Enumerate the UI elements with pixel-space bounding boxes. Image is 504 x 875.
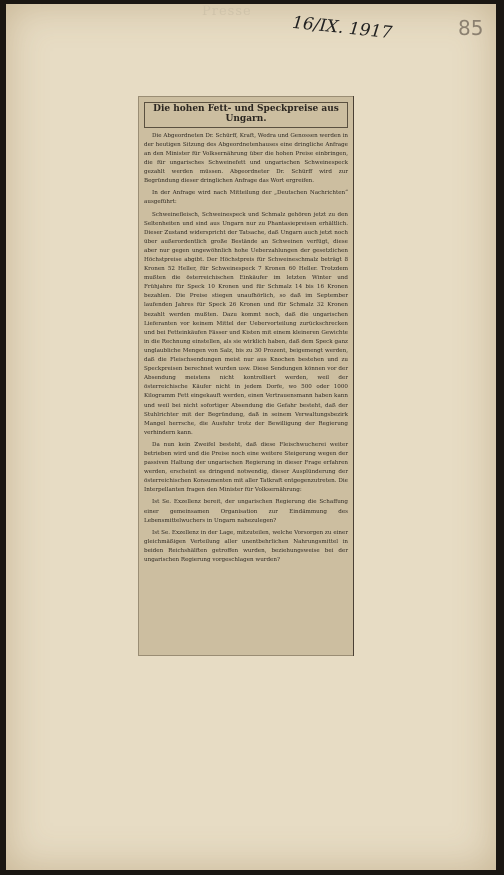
article-paragraph-demand: Da nun kein Zweifel besteht, daß diese Fleischwucherei weiter betrieben wird und die Preise noch eine weitere Steigerung wegen der passiven Haltung der ungarischen Regierung in dieser Frage erfahren werden, erscheint es dringend notwendig, dieser Ausplünderung der österreichischen Konsumenten mit aller Tatkraft entgegenzutreten. Die Interpellanten fragen den Minister für Volksernährung:: [144, 441, 348, 494]
handwritten-date: 16/IX. 1917: [291, 12, 394, 44]
article-paragraph-source: In der Anfrage wird nach Mitteilung der „Deutschen Nachrichten“ ausgeführt:: [144, 190, 348, 206]
newspaper-clipping: [138, 96, 354, 656]
article-paragraph-body: Schweinefleisch, Schweinespeck und Schmalz gehören jetzt zu den Seltenheiten und sind aus Ungarn nur zu Phantasiepreisen erhältlich. Dieser Zustand widerspricht der Tatsache, daß Ungarn auch jetzt noch über außerordentlich große Bestände an Schweinen verfügt, diese aber nur gegen ungewöhnlich hohe Ueberzahlungen der gesetzlichen Höchstpreise abgibt. Der Höchstpreis für Schweineschmalz beträgt 8 Kronen 52 Heller, für Schweinespeck 7 Kronen 60 Heller. Trotzdem mußten die österreichischen Einkäufer im letzten Winter und Frühjahre für Speck 10 Kronen und für Schmalz 14 bis 16 Kronen bezahlen. Die Preise stiegen unaufhörlich, so daß im September laufenden Jahres für Speck 26 Kronen und für Schmalz 32 Kronen bezahlt werden mußten. Dazu kommt noch, daß die ungarischen Lieferanten vor keinem Mittel der Uebervorteilung zurückschrecken und bei Fetteinkäufen Fässer und Kisten mit einem kleineren Gewichte in die Rechnung einstellen, als sie wirklich haben, daß dem Speck ganz unglaubliche Mengen von Salz, bis zu 30 Prozent, beigemengt werden, daß die Fleischsendungen meist nur aus Knochen bestehen und zu Speckpreisen berechnet wurden usw. Diese Sendungen können vor der Absendung meistens nicht kontrolliert werden, weil der österreichische Käufer nicht in jedem Dorfe, wo 500 oder 1000 Kilogramm Fett eingekauft werden, einen Vertrauensmann haben kann und weil bei nicht sofortiger Absendung die Gefahr besteht, daß der Stuhlrichter mit der Begründung, daß in seinem Verwaltungsbezirk Mangel herrsche, die Ausfuhr trotz der Bewilligung der Regierung verhindern kann.: [144, 211, 348, 436]
page-number: 85: [458, 16, 484, 40]
article-paragraph-intro: Die Abgeordneten Dr. Schürff, Kraft, Wedra und Genossen werden in der heutigen Sitzung des Abgeordnetenhauses eine dringliche Anfrage an den Minister für Volksernährung über die hohen Preise einbringen, die für ungarisches Schweinefett und ungarischen Schweinespeck gezahlt werden müssen. Abgeordneter Dr. Schürff wird zur Begründung dieser dringlichen Anfrage das Wort ergreifen.: [144, 132, 348, 185]
article-question-1: Ist Se. Exzellenz bereit, der ungarischen Regierung die Schaffung einer gemeinsamen Organisation zur Eindämmung des Lebensmittelwuchers in Ungarn nahezulegen?: [144, 499, 348, 524]
article-question-2: Ist Se. Exzellenz in der Lage, mitzuteilen, welche Vorsorgen zu einer gleichmäßigen Verteilung aller unentbehrlichen Nahrungsmittel in beiden Reichshälften getroffen wurden, beziehungsweise bei der ungarischen Regierung vorgeschlagen wurden?: [144, 529, 348, 563]
faded-stamp: Presse: [202, 4, 252, 19]
clipping-right-edge: [353, 96, 354, 656]
article-title: Die hohen Fett- und Speckpreise aus Ungarn.: [144, 102, 348, 128]
